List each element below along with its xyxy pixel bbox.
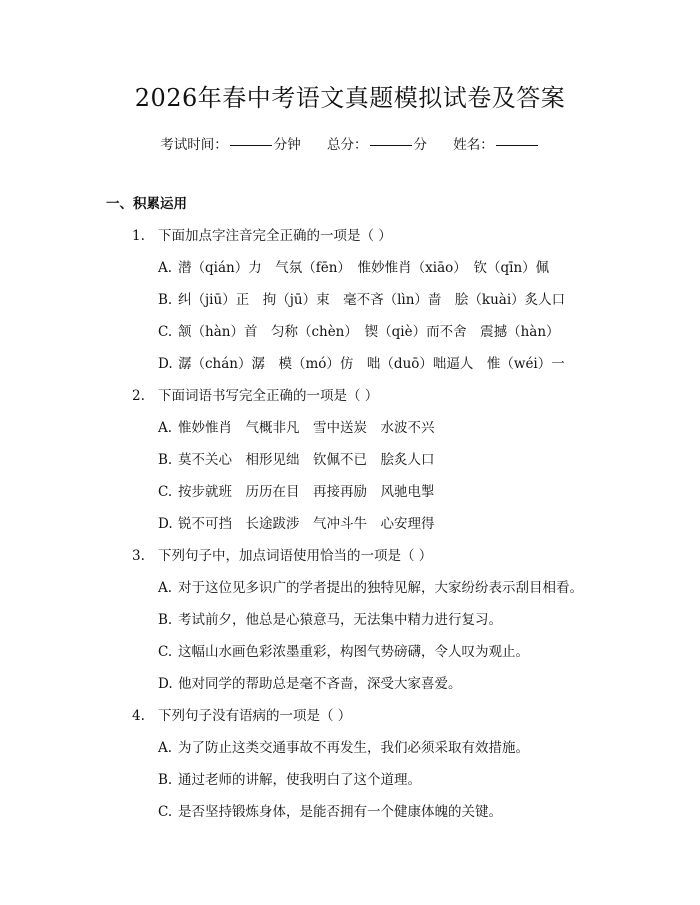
page-title: 2026年春中考语文真题模拟试卷及答案 bbox=[134, 84, 566, 112]
question-text: 下面加点字注音完全正确的一项是（ ） bbox=[158, 228, 392, 244]
question-4-option-a bbox=[158, 736, 529, 756]
option-letter: A. bbox=[158, 260, 173, 276]
total-score bbox=[327, 133, 427, 153]
question-4-option-c bbox=[158, 800, 502, 820]
option-letter: C. bbox=[158, 324, 173, 340]
option-letter: C. bbox=[158, 484, 173, 500]
option-text: 潺（chán）潺 模（mó）仿 咄（duō）咄逼人 惟（wéi）一 bbox=[178, 356, 565, 372]
option-text: 莫不关心 相形见绌 钦佩不已 脍炙人口 bbox=[178, 452, 435, 468]
question-1-option-b bbox=[158, 288, 565, 308]
option-letter: A. bbox=[158, 420, 173, 436]
section-heading: 一、积累运用 bbox=[106, 196, 187, 212]
question-3 bbox=[132, 544, 432, 564]
total-score-blank bbox=[370, 145, 412, 146]
option-letter: C. bbox=[158, 804, 173, 820]
question-1 bbox=[132, 224, 392, 244]
question-1-option-c bbox=[158, 320, 560, 340]
question-number: 4. bbox=[132, 708, 145, 724]
question-3-option-c bbox=[158, 640, 529, 660]
total-score-unit: 分 bbox=[413, 137, 427, 153]
question-2-option-c bbox=[158, 480, 435, 500]
question-text: 下列句子没有语病的一项是（ ） bbox=[158, 708, 352, 724]
question-number: 1. bbox=[132, 228, 145, 244]
student-name bbox=[453, 133, 540, 153]
question-4 bbox=[132, 704, 351, 724]
question-number: 2. bbox=[132, 388, 145, 404]
option-letter: B. bbox=[158, 292, 173, 308]
option-text: 惟妙惟肖 气概非凡 雪中送炭 水波不兴 bbox=[178, 420, 435, 436]
option-text: 考试前夕，他总是心猿意马，无法集中精力进行复习。 bbox=[178, 612, 502, 628]
question-2-option-d bbox=[158, 512, 435, 532]
exam-time-blank bbox=[230, 145, 272, 146]
question-3-option-a bbox=[158, 576, 583, 596]
option-text: 按步就班 历历在目 再接再励 风驰电掣 bbox=[178, 484, 435, 500]
option-letter: A. bbox=[158, 740, 173, 756]
option-letter: A. bbox=[158, 580, 173, 596]
question-3-option-b bbox=[158, 608, 502, 628]
student-name-blank bbox=[496, 145, 538, 146]
exam-time-label: 考试时间： bbox=[160, 137, 228, 153]
question-2 bbox=[132, 384, 378, 404]
question-4-option-b bbox=[158, 768, 421, 788]
exam-meta bbox=[0, 133, 700, 153]
option-letter: D. bbox=[158, 516, 173, 532]
option-text: 锐不可挡 长途跋涉 气冲斗牛 心安理得 bbox=[178, 516, 435, 532]
total-score-label: 总分： bbox=[327, 137, 368, 153]
option-text: 潜（qián）力 气氛（fēn） 惟妙惟肖（xiāo） 钦（qīn）佩 bbox=[178, 260, 550, 276]
question-text: 下面词语书写完全正确的一项是（ ） bbox=[158, 388, 379, 404]
question-2-option-b bbox=[158, 448, 435, 468]
exam-time bbox=[160, 133, 301, 153]
exam-time-unit: 分钟 bbox=[273, 137, 301, 153]
question-1-option-d bbox=[158, 352, 565, 372]
option-letter: D. bbox=[158, 356, 173, 372]
question-2-option-a bbox=[158, 416, 435, 436]
option-letter: B. bbox=[158, 612, 173, 628]
student-name-label: 姓名： bbox=[453, 137, 494, 153]
option-text: 是否坚持锻炼身体，是能否拥有一个健康体魄的关键。 bbox=[178, 804, 502, 820]
question-text: 下列句子中，加点词语使用恰当的一项是（ ） bbox=[158, 548, 433, 564]
option-text: 这幅山水画色彩浓墨重彩，构图气势磅礴，令人叹为观止。 bbox=[178, 644, 529, 660]
question-number: 3. bbox=[132, 548, 145, 564]
option-letter: B. bbox=[158, 452, 173, 468]
option-text: 为了防止这类交通事故不再发生，我们必须采取有效措施。 bbox=[178, 740, 529, 756]
option-text: 他对同学的帮助总是毫不吝啬，深受大家喜爱。 bbox=[178, 676, 462, 692]
question-1-option-a bbox=[158, 256, 549, 276]
option-letter: B. bbox=[158, 772, 173, 788]
option-text: 通过老师的讲解，使我明白了这个道理。 bbox=[178, 772, 421, 788]
option-letter: C. bbox=[158, 644, 173, 660]
option-letter: D. bbox=[158, 676, 173, 692]
option-text: 对于这位见多识广的学者提出的独特见解，大家纷纷表示刮目相看。 bbox=[178, 580, 583, 596]
question-3-option-d bbox=[158, 672, 462, 692]
option-text: 颔（hàn）首 匀称（chèn） 锲（qiè）而不舍 震撼（hàn） bbox=[178, 324, 560, 340]
option-text: 纠（jiū）正 拘（jū）束 毫不吝（lìn）啬 脍（kuài）炙人口 bbox=[178, 292, 566, 308]
